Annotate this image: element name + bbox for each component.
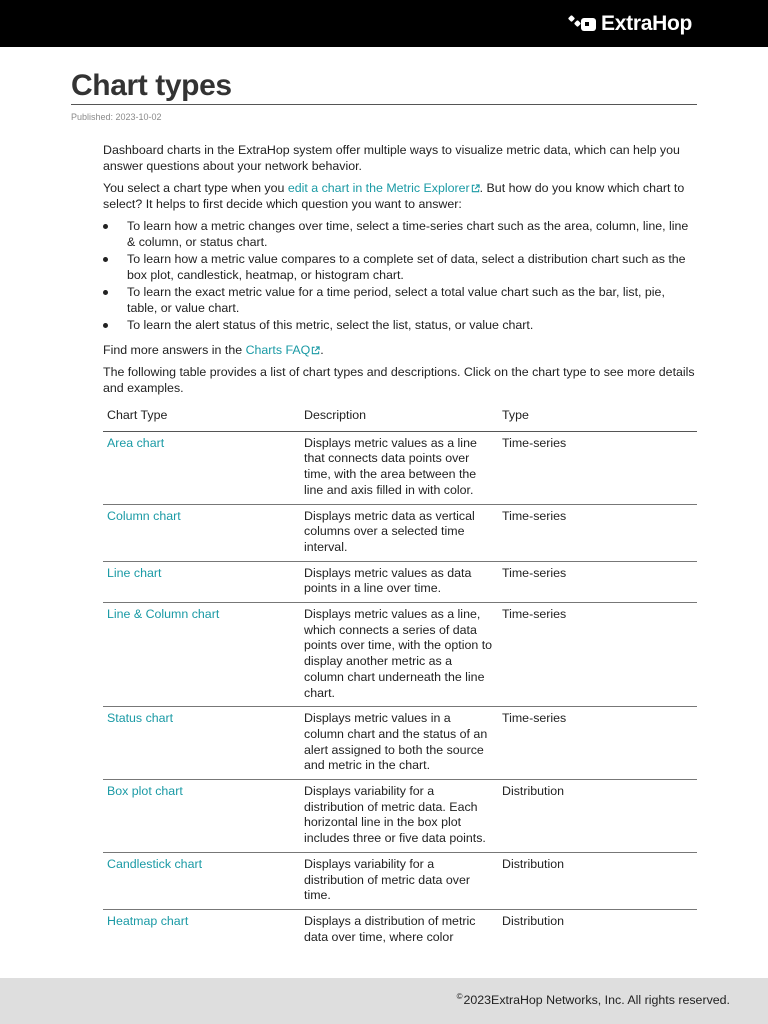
- external-link-icon: [311, 346, 320, 355]
- candlestick-chart-link[interactable]: Candlestick chart: [107, 856, 203, 871]
- chart-category: Distribution: [498, 852, 697, 909]
- list-item-text: To learn the exact metric value for a time period, select a total value chart such as the bar, list, pie, table, or value chart.: [127, 285, 665, 315]
- chart-types-table: [103, 405, 697, 950]
- table-row: [103, 780, 697, 853]
- list-item: [103, 284, 697, 316]
- chart-description: Displays metric values as a line, which connects a series of data points over time, with the option to display another metric as a column chart underneath the line chart.: [300, 603, 498, 707]
- chart-category: Distribution: [498, 780, 697, 853]
- title-divider: [71, 104, 697, 105]
- table-row: [103, 561, 697, 602]
- chart-category: Time-series: [498, 603, 697, 707]
- faq-paragraph: [103, 342, 697, 358]
- chart-category: Distribution: [502, 913, 564, 928]
- chart-description: Displays metric values as a line that connects data points over time, with the area between the line and axis filled in with color.: [300, 431, 498, 504]
- extrahop-logo-icon: [568, 13, 598, 35]
- table-row: [103, 603, 697, 707]
- paragraph-text: Find more answers in the: [103, 343, 246, 357]
- question-list: [103, 218, 697, 333]
- bullet-icon: [103, 224, 108, 229]
- chart-category: Time-series: [498, 431, 697, 504]
- column-chart-link[interactable]: Column chart: [107, 508, 181, 523]
- chart-description: Displays metric data as vertical columns over a selected time interval.: [300, 504, 498, 561]
- bullet-icon: [103, 323, 108, 328]
- table-row: [103, 707, 697, 780]
- list-item-text: To learn how a metric value compares to a complete set of data, select a distribution chart such as the box plot, candlestick, heatmap, or histogram chart.: [127, 252, 686, 282]
- chart-description: Displays metric values as data points in a line over time.: [300, 561, 498, 602]
- column-header-type: Type: [498, 405, 697, 431]
- copyright-text: 2023ExtraHop Networks, Inc. All rights reserved.: [463, 993, 730, 1007]
- intro-section: [103, 142, 697, 402]
- paragraph-text: You select a chart type when you: [103, 181, 288, 195]
- table-intro-paragraph: The following table provides a list of chart types and descriptions. Click on the chart type to see more details and examples.: [103, 365, 695, 395]
- chart-category: Time-series: [498, 707, 697, 780]
- list-item-text: To learn the alert status of this metric, select the list, status, or value chart.: [127, 318, 534, 332]
- table-row: [103, 431, 697, 504]
- charts-faq-link[interactable]: [245, 343, 324, 357]
- bullet-icon: [103, 257, 108, 262]
- column-header-chart-type: Chart Type: [103, 405, 300, 431]
- chart-description: Displays variability for a distribution of metric data over time.: [300, 852, 498, 909]
- area-chart-link[interactable]: Area chart: [107, 435, 165, 450]
- box-plot-chart-link[interactable]: Box plot chart: [107, 784, 183, 799]
- chart-description: Displays metric values in a column chart and the status of an alert assigned to both the source and metric in the chart.: [300, 707, 498, 780]
- column-header-description: Description: [300, 405, 498, 431]
- line-chart-link[interactable]: Line chart: [107, 565, 162, 580]
- paragraph-text: .: [320, 343, 324, 357]
- page-title: Chart types: [71, 69, 232, 102]
- intro-paragraph: Dashboard charts in the ExtraHop system offer multiple ways to visualize metric data, which can help you answer questions about your network behavior.: [103, 143, 680, 173]
- heatmap-chart-link[interactable]: Heatmap chart: [107, 913, 189, 928]
- external-link-icon: [471, 184, 480, 193]
- published-date: Published: 2023-10-02: [71, 112, 162, 122]
- table-row: [103, 852, 697, 909]
- metric-explorer-link[interactable]: [288, 181, 480, 195]
- table-row: [103, 909, 697, 950]
- table-row: [103, 504, 697, 561]
- status-chart-link[interactable]: Status chart: [107, 711, 174, 726]
- chart-description: Displays a distribution of metric data over time, where color: [304, 913, 476, 944]
- chart-description: Displays variability for a distribution of metric data. Each horizontal line in the box plot includes three or five data points.: [300, 780, 498, 853]
- copyright-notice: [457, 992, 730, 1007]
- page-footer: [0, 978, 768, 1024]
- list-item: [103, 317, 697, 333]
- line-column-chart-link[interactable]: Line & Column chart: [107, 607, 220, 622]
- list-item: [103, 251, 697, 283]
- paragraph-text: . But how do you know which chart to select? It helps to first decide which question you want to answer:: [103, 181, 685, 211]
- table-header-row: [103, 405, 697, 431]
- extrahop-logo[interactable]: [568, 12, 692, 36]
- brand-name: ExtraHop: [601, 12, 692, 35]
- copyright-symbol: ©: [456, 992, 463, 1001]
- link-text: Charts FAQ: [245, 343, 311, 357]
- chart-category: Time-series: [498, 561, 697, 602]
- link-text: edit a chart in the Metric Explorer: [287, 181, 470, 195]
- top-bar: [0, 0, 768, 47]
- list-item-text: To learn how a metric changes over time, select a time-series chart such as the area, column, line, line & column, or status chart.: [127, 219, 689, 249]
- list-item: [103, 218, 697, 250]
- bullet-icon: [103, 290, 108, 295]
- chart-selection-paragraph: [103, 180, 697, 212]
- chart-category: Time-series: [498, 504, 697, 561]
